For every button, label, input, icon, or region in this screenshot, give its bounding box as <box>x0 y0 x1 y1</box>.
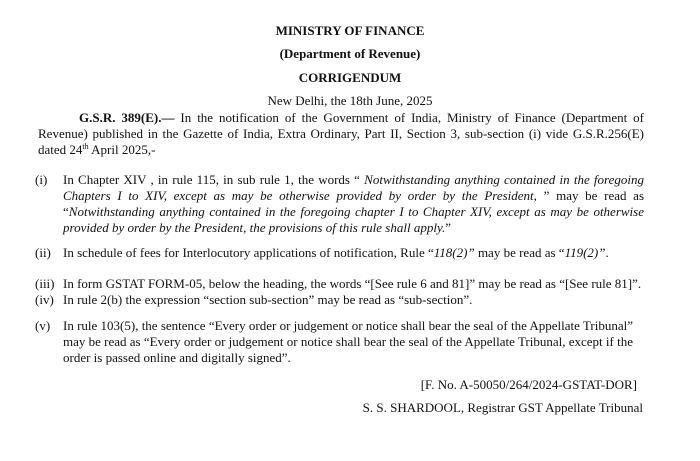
item-text: In rule 2(b) the expression “section sub-section” may be read as “sub-section”. <box>63 292 473 307</box>
document-title: CORRIGENDUM <box>298 70 402 85</box>
gsr-number: G.S.R. 389(E).— <box>79 110 175 125</box>
item-text <box>63 172 644 236</box>
item-text-italic: Notwithstanding anything contained in the foregoing Chapters I to XIV, except as may be otherwise provided by order by the President, <box>63 172 644 203</box>
intro-text-b: April 2025,- <box>88 142 156 157</box>
item-text-italic: Notwithstanding anything contained in the foregoing chapter I to Chapter XIV, except as may be otherwise provided by order by the President, the provisions of this rule shall apply. <box>63 204 644 235</box>
ministry-heading: MINISTRY OF FINANCE <box>275 23 425 38</box>
item-text-italic: 119(2)” <box>564 245 606 260</box>
item-number: (i) <box>35 172 48 187</box>
intro-text-a: In the notification of the Government of India, Ministry of Finance (Department of Revenue) published in the Gazette of India, Extra Ordinary, Part II, Section 3, sub-section (i) vide G.S.R.256(E) dated 24 <box>38 110 645 157</box>
signatory: S. S. SHARDOOL, Registrar GST Appellate Tribunal <box>362 400 643 415</box>
item-text-plain: may be read as “ <box>474 245 565 260</box>
item-number: (ii) <box>35 245 51 260</box>
intro-paragraph <box>38 110 644 158</box>
item-number: (iv) <box>35 292 54 307</box>
item-text-plain: ” <box>445 220 452 235</box>
department-heading: (Department of Revenue) <box>279 46 421 61</box>
file-number: [F. No. A-50050/264/2024-GSTAT-DOR] <box>420 377 637 392</box>
item-text-plain: ” may be read as “ <box>63 188 645 219</box>
item-text-italic: 118(2)” <box>433 245 475 260</box>
item-text: In form GSTAT FORM-05, below the heading, the words “[See rule 6 and 81]” may be read as “[See rule 81]”. <box>63 276 642 291</box>
item-text: In rule 103(5), the sentence “Every order or judgement or notice shall bear the seal of the Appellate Tribunal” may be read as “Every order or judgement or notice shall bear the seal of the Appellate Tribunal, except if the order is passed online and digitally signed”. <box>63 318 634 365</box>
place-date: New Delhi, the 18th June, 2025 <box>267 93 433 108</box>
item-text-plain: In Chapter XIV , in rule 115, in sub rule 1, the words “ <box>63 172 365 187</box>
item-text-plain: In schedule of fees for Interlocutory applications of notification, Rule “ <box>63 245 434 260</box>
item-number: (v) <box>35 318 51 333</box>
item-text <box>63 245 644 261</box>
item-text-plain: . <box>605 245 609 260</box>
item-number: (iii) <box>35 276 55 291</box>
intro-superscript: th <box>82 142 89 151</box>
